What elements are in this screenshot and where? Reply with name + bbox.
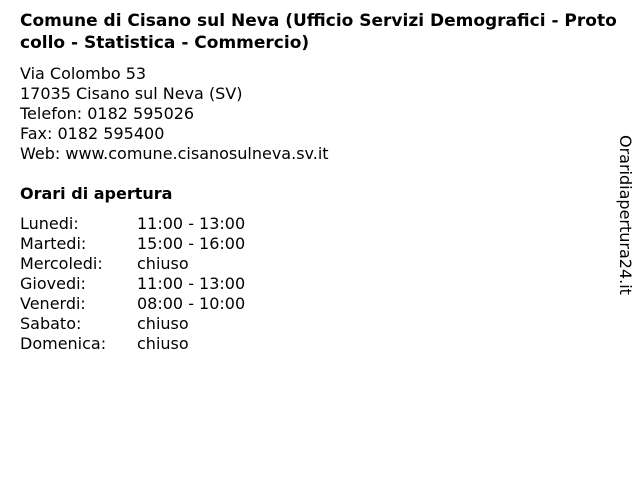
hours-time: 11:00 - 13:00 bbox=[137, 214, 246, 233]
address-fax: Fax: 0182 595400 bbox=[20, 124, 165, 143]
hours-day: Giovedi: bbox=[20, 274, 86, 293]
hours-heading: Orari di apertura bbox=[20, 184, 173, 203]
hours-day: Martedi: bbox=[20, 234, 87, 253]
hours-row-wednesday bbox=[20, 254, 245, 274]
hours-row-thursday bbox=[20, 274, 245, 294]
hours-row-friday bbox=[20, 294, 245, 314]
hours-row-monday bbox=[20, 214, 245, 234]
hours-row-sunday bbox=[20, 334, 245, 354]
brand-watermark: Oraridiapertura24.it bbox=[616, 135, 635, 295]
address-web: Web: www.comune.cisanosulneva.sv.it bbox=[20, 144, 329, 163]
page-title: Comune di Cisano sul Neva (Ufficio Servizi Demografici - Protocollo - Statistica - Commercio) bbox=[20, 11, 617, 53]
hours-day: Domenica: bbox=[20, 334, 107, 353]
hours-day: Lunedi: bbox=[20, 214, 79, 233]
hours-day: Venerdi: bbox=[20, 294, 86, 313]
address-city: 17035 Cisano sul Neva (SV) bbox=[20, 84, 243, 103]
address-street: Via Colombo 53 bbox=[20, 64, 147, 83]
hours-time: 15:00 - 16:00 bbox=[137, 234, 246, 253]
hours-day: Mercoledi: bbox=[20, 254, 103, 273]
hours-time: chiuso bbox=[137, 254, 189, 273]
hours-row-saturday bbox=[20, 314, 245, 334]
hours-time: chiuso bbox=[137, 314, 189, 333]
address-block bbox=[20, 64, 329, 164]
hours-time: chiuso bbox=[137, 334, 189, 353]
address-phone: Telefon: 0182 595026 bbox=[20, 104, 195, 123]
opening-hours-table bbox=[20, 214, 245, 354]
hours-row-tuesday bbox=[20, 234, 245, 254]
hours-time: 08:00 - 10:00 bbox=[137, 294, 246, 313]
hours-day: Sabato: bbox=[20, 314, 82, 333]
hours-time: 11:00 - 13:00 bbox=[137, 274, 246, 293]
